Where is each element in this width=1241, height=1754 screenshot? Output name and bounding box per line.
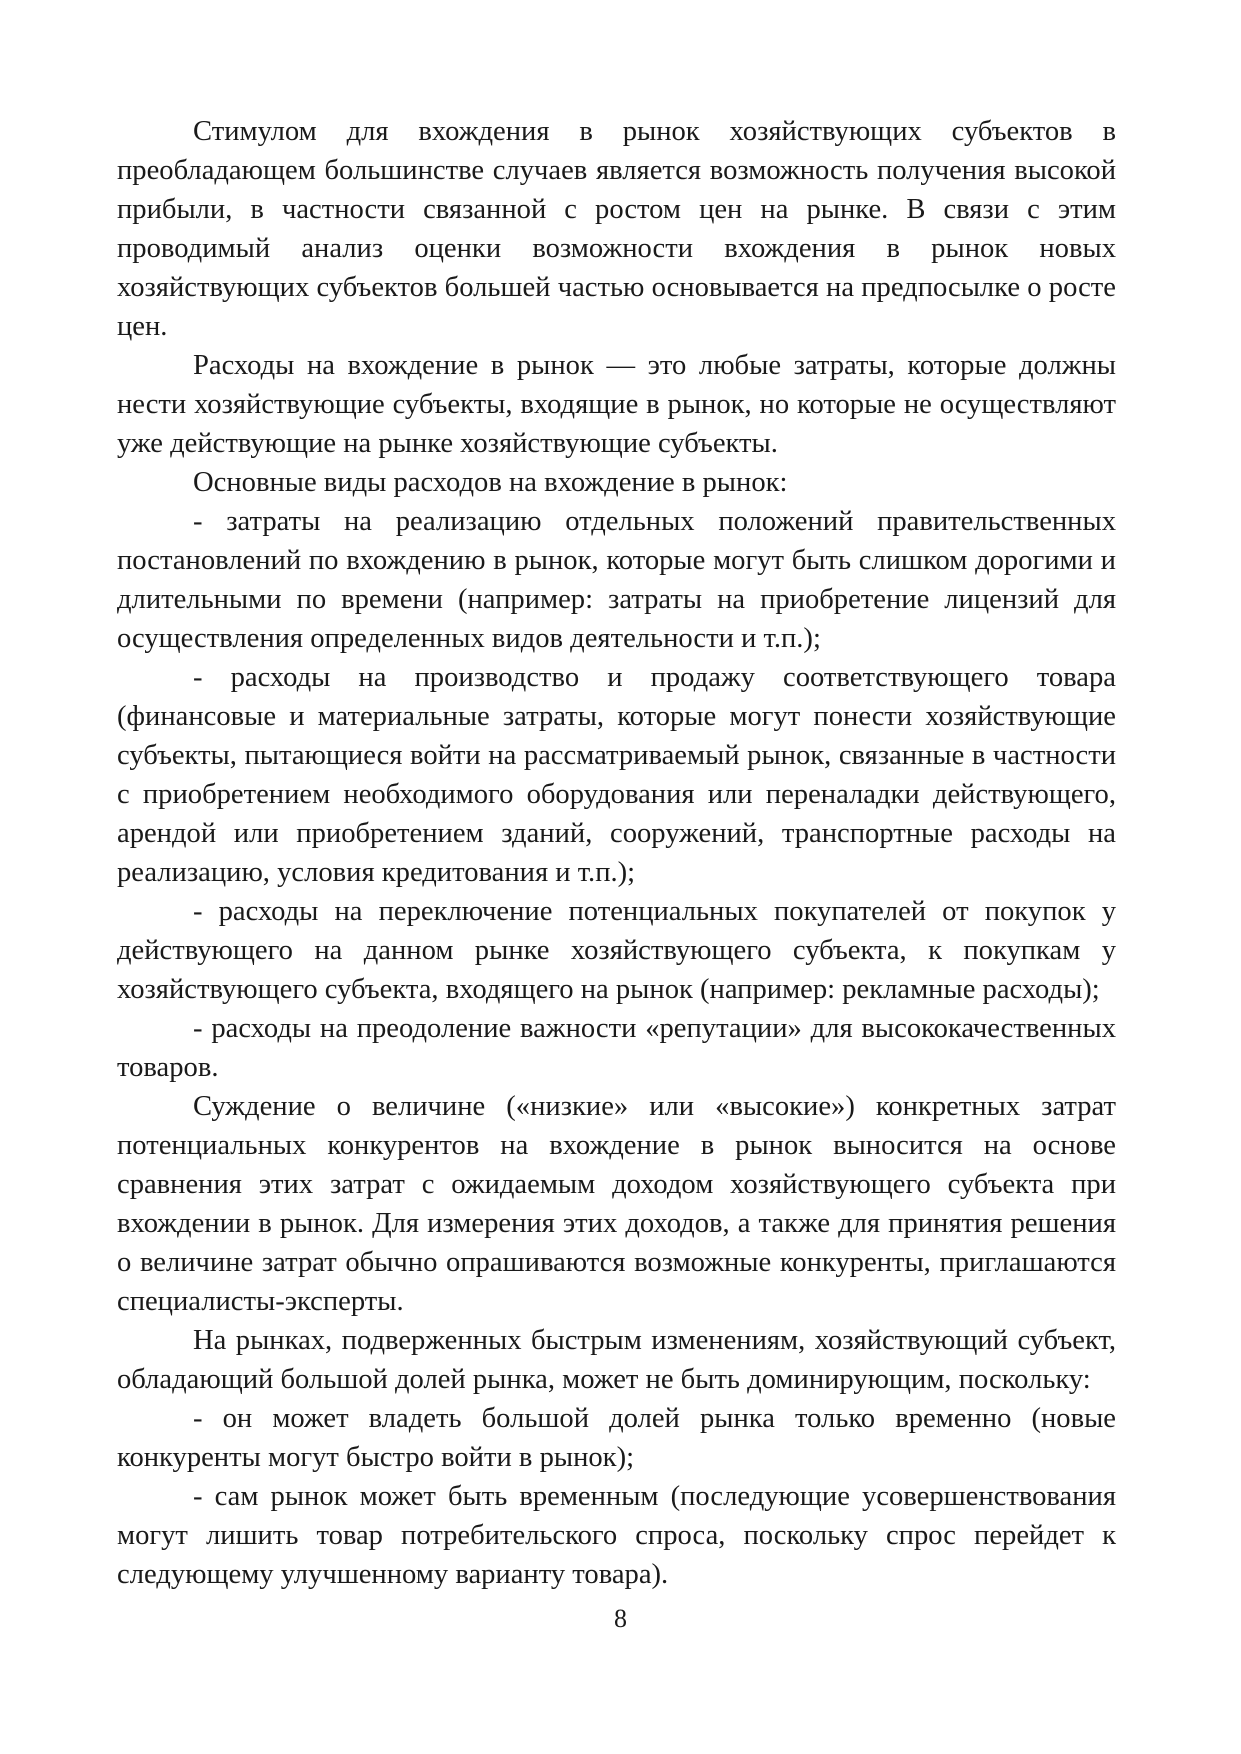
list-item-production-costs: - расходы на производство и продажу соответствующего товара (финансовые и материальные затраты, которые могут понести хозяйствующие субъекты, пытающиеся войти на рассматриваемый рынок, связанные в частности с приобретением необходимого оборудования или переналадки действующего, арендой или приобретением зданий, сооружений, транспортные расходы на реализацию, условия кредитования и т.п.); — [117, 662, 1116, 888]
paragraph-fast-changing-markets: На рынках, подверженных быстрым изменениям, хозяйствующий субъект, обладающий большой долей рынка, может не быть доминирующим, поскольку: — [117, 1325, 1116, 1395]
paragraph-cost-assessment: Суждение о величине («низкие» или «высокие») конкретных затрат потенциальных конкурентов на вхождение в рынок выносится на основе сравнения этих затрат с ожидаемым доходом хозяйствующего субъекта при вхождении в рынок. Для измерения этих доходов, а также для принятия решения о величине затрат обычно опрашиваются возможные конкуренты, приглашаются специалисты-эксперты. — [117, 1091, 1116, 1317]
list-item-temporary-share: - он может владеть большой долей рынка только временно (новые конкуренты могут быстро войти в рынок); — [117, 1403, 1116, 1473]
list-item-reputation-costs: - расходы на преодоление важности «репутации» для высококачественных товаров. — [117, 1013, 1116, 1083]
paragraph-entry-costs-definition: Расходы на вхождение в рынок — это любые затраты, которые должны нести хозяйствующие субъекты, входящие в рынок, но которые не осуществляют уже действующие на рынке хозяйствующие субъекты. — [117, 350, 1116, 459]
paragraph-cost-types-heading: Основные виды расходов на вхождение в рынок: — [193, 467, 788, 498]
page-number: 8 — [614, 1604, 627, 1633]
paragraph-entry-stimulus: Стимулом для вхождения в рынок хозяйствующих субъектов в преобладающем большинстве случаев является возможность получения высокой прибыли, в частности связанной с ростом цен на рынке. В связи с этим проводимый анализ оценки возможности вхождения в рынок новых хозяйствующих субъектов большей частью основывается на предпосылке о росте цен. — [117, 116, 1116, 342]
list-item-temporary-market: - сам рынок может быть временным (последующие усовершенствования могут лишить товар потребительского спроса, поскольку спрос перейдет к следующему улучшенному варианту товара). — [117, 1481, 1116, 1590]
list-item-regulation-costs: - затраты на реализацию отдельных положений правительственных постановлений по вхождению в рынок, которые могут быть слишком дорогими и длительными по времени (например: затраты на приобретение лицензий для осуществления определенных видов деятельности и т.п.); — [117, 506, 1116, 654]
list-item-switching-costs: - расходы на переключение потенциальных покупателей от покупок у действующего на данном рынке хозяйствующего субъекта, к покупкам у хозяйствующего субъекта, входящего на рынок (например: рекламные расходы); — [117, 896, 1116, 1005]
body-text — [117, 112, 1116, 1594]
